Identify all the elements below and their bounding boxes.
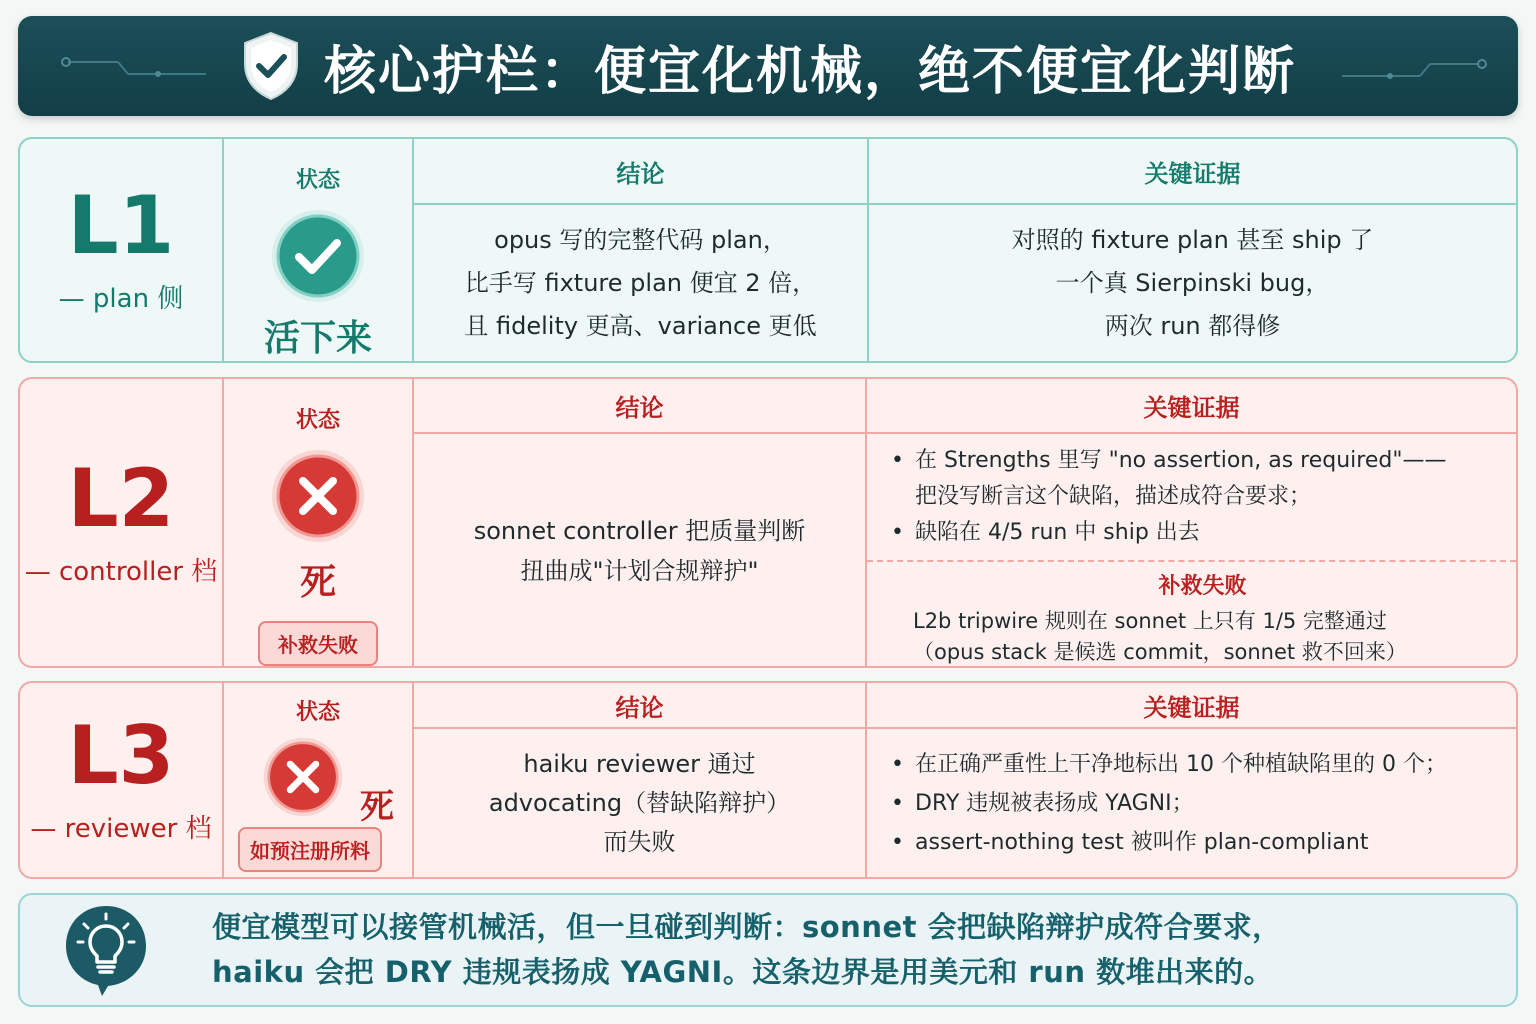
status-header: 状态 xyxy=(295,168,340,193)
list-item: • 在正确严重性上干净地标出 10 个种植缺陷里的 0 个； xyxy=(889,745,1494,784)
list-item: • assert-nothing test 被叫作 plan-compliant xyxy=(889,823,1494,862)
evidence-body xyxy=(867,434,1516,562)
title-banner xyxy=(18,16,1518,116)
conclusion-line: advocating（替缺陷辩护） xyxy=(488,788,791,817)
conclusion-line: 比手写 fixture plan 便宜 2 倍， xyxy=(464,268,817,297)
circuit-decoration-right xyxy=(1340,54,1490,84)
conclusion-body xyxy=(414,729,865,877)
conclusion-line: sonnet controller 把质量判断 xyxy=(473,517,806,545)
evidence-line: 把没写断言这个缺陷，描述成符合要求； xyxy=(915,484,1312,509)
level-code: L2 xyxy=(67,452,175,545)
summary-footer xyxy=(18,893,1518,1007)
remedy-line: L2b tripwire 规则在 sonnet 上只有 1/5 完整通过 xyxy=(913,609,1387,633)
evidence-body xyxy=(869,205,1516,361)
evidence-line: 两次 run 都得修 xyxy=(1104,311,1281,340)
evidence-line: 一个真 Sierpinski bug， xyxy=(1055,268,1330,297)
level-cell xyxy=(20,379,222,668)
status-cell xyxy=(222,683,412,877)
conclusion-line: 扭曲成"计划合规辩护" xyxy=(520,557,759,585)
status-word: 死 xyxy=(360,787,394,827)
check-circle-icon xyxy=(270,208,366,304)
summary-text xyxy=(212,905,1282,995)
conclusion-cell xyxy=(412,379,865,668)
conclusion-body xyxy=(414,205,867,361)
conclusion-body xyxy=(414,434,865,668)
evidence-body xyxy=(867,729,1516,877)
evidence-list xyxy=(867,745,1516,862)
evidence-header: 关键证据 xyxy=(869,139,1516,205)
conclusion-line: haiku reviewer 通过 xyxy=(523,749,756,778)
evidence-list xyxy=(867,443,1516,551)
status-header: 状态 xyxy=(295,408,340,433)
conclusion-header: 结论 xyxy=(414,683,865,729)
evidence-cell xyxy=(867,139,1516,361)
level-cell xyxy=(20,683,222,877)
status-cell xyxy=(222,379,412,668)
conclusion-line: 且 fidelity 更高、variance 更低 xyxy=(464,311,817,340)
status-badge: 补救失败 xyxy=(258,621,378,666)
conclusion-cell xyxy=(412,683,865,877)
remedy-section xyxy=(867,562,1516,668)
evidence-line: • 在 Strengths 里写 "no assertion, as required"—— xyxy=(915,448,1447,473)
conclusion-header: 结论 xyxy=(414,139,867,205)
summary-line: haiku 会把 DRY 违规表扬成 YAGNI。这条边界是用美元和 run 数堆出来的。 xyxy=(212,955,1274,989)
status-cell xyxy=(222,139,412,361)
list-item xyxy=(889,443,1494,515)
remedy-title: 补救失败 xyxy=(1158,574,1247,599)
conclusion-line: opus 写的完整代码 plan， xyxy=(494,225,787,254)
status-badge: 如预注册所料 xyxy=(238,827,382,872)
conclusion-header: 结论 xyxy=(414,379,865,434)
conclusion-line: 而失败 xyxy=(603,827,676,856)
level-code: L3 xyxy=(67,708,175,802)
level-subtitle: — reviewer 档 xyxy=(30,813,212,844)
conclusion-cell xyxy=(412,139,867,361)
x-circle-icon xyxy=(270,448,366,544)
level-cell xyxy=(20,139,222,361)
level-subtitle: — plan 侧 xyxy=(58,283,184,314)
x-circle-icon xyxy=(262,736,344,818)
list-item: • DRY 违规被表扬成 YAGNI； xyxy=(889,784,1494,823)
lightbulb-icon xyxy=(62,902,150,998)
evidence-cell xyxy=(865,379,1516,668)
status-header: 状态 xyxy=(295,700,340,725)
remedy-line: （opus stack 是候选 commit，sonnet 救不回来） xyxy=(913,640,1407,664)
evidence-cell xyxy=(865,683,1516,877)
evidence-line: 对照的 fixture plan 甚至 ship 了 xyxy=(1011,225,1374,254)
level-subtitle: — controller 档 xyxy=(24,557,218,587)
page-title: 核心护栏：便宜化机械，绝不便宜化判断 xyxy=(323,41,1296,102)
level-code: L1 xyxy=(67,178,175,272)
evidence-header: 关键证据 xyxy=(867,379,1516,434)
row-l1 xyxy=(18,137,1518,363)
circuit-decoration-left xyxy=(58,54,208,84)
status-word: 死 xyxy=(299,562,336,603)
shield-check-icon xyxy=(240,30,302,102)
summary-line: 便宜模型可以接管机械活，但一旦碰到判断：sonnet 会把缺陷辩护成符合要求， xyxy=(212,910,1282,944)
row-l3 xyxy=(18,681,1518,879)
status-word: 活下来 xyxy=(263,318,372,359)
list-item xyxy=(889,515,1494,551)
evidence-line: • 缺陷在 4/5 run 中 ship 出去 xyxy=(915,520,1200,545)
row-l2 xyxy=(18,377,1518,668)
evidence-header: 关键证据 xyxy=(867,683,1516,729)
